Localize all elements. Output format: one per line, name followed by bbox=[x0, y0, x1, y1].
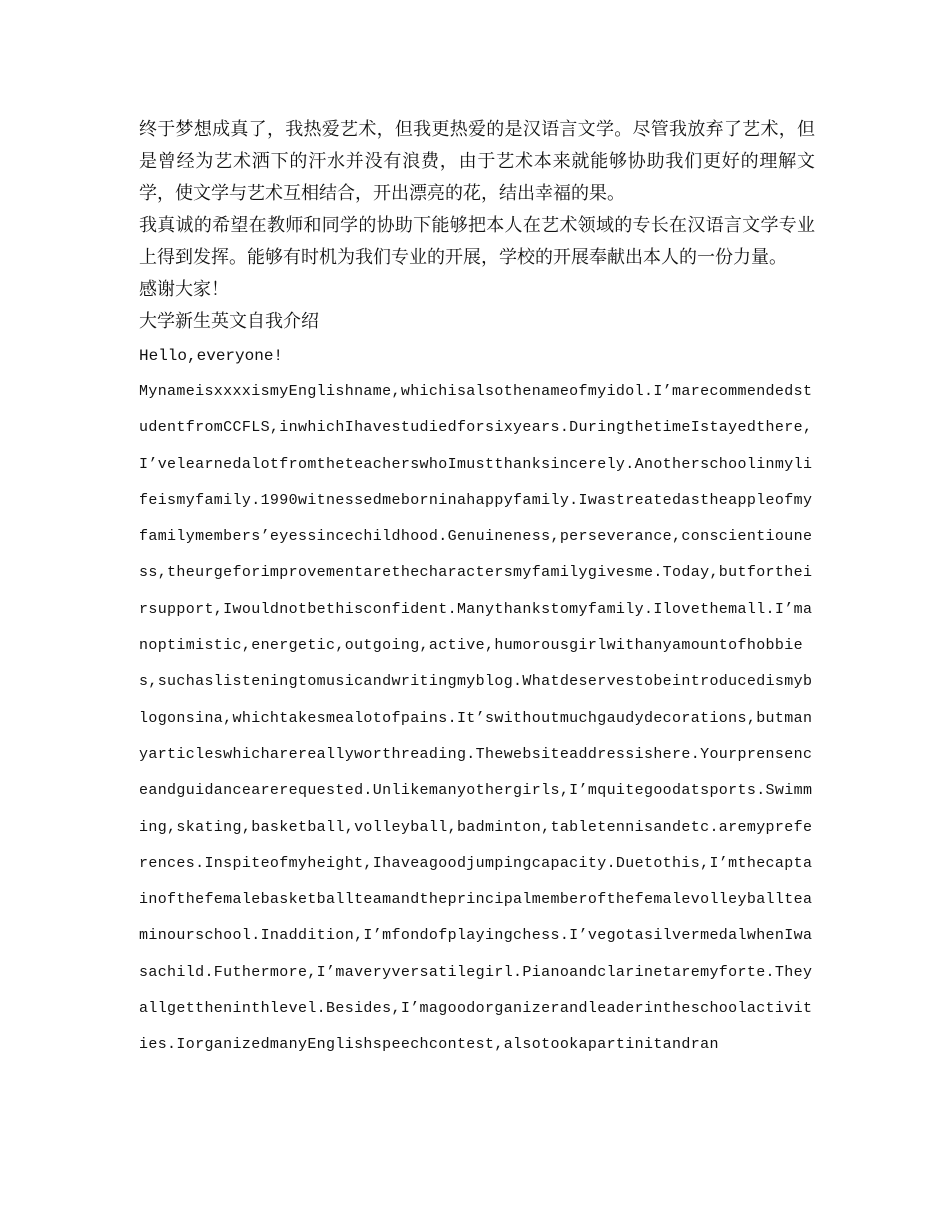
paragraph-dream: 终于梦想成真了，我热爱艺术，但我更热爱的是汉语言文学。尽管我放弃了艺术，但是曾经为艺术洒下的汗水并没有浪费，由于艺术本来就能够协助我们更好的理解文学，使文学与艺术互相结合，开出漂亮的花，结出幸福的果。 bbox=[139, 119, 815, 204]
paragraph-hope: 我真诚的希望在教师和同学的协助下能够把本人在艺术领域的专长在汉语言文学专业上得到发挥。能够有时机为我们专业的开展，学校的开展奉献出本人的一份力量。 bbox=[139, 215, 815, 268]
greeting: Hello,everyone! bbox=[139, 347, 284, 365]
english-introduction: MynameisxxxxismyEnglishname,whichisalsothenameofmyidol.I’marecommendedstudentfromCCFLS,inwhichIhavestudiedforsixyears.DuringthetimeIstayedthere,I’velearnedalotfromtheteacherswhoImustthanksincerely.Anotherschoolinmylifeismyfamily.1990witnessedmeborninahappyfamily.Iwastreatedastheappleofmyfamilymembers’eyessincechildhood.Genuineness,perseverance,conscientiouness,theurgeforimprovementarethecharactersmyfamilygivesme.Today,butfortheirsupport,Iwouldnotbethisconfident.Manythankstomyfamily.Ilovethemall.I’manoptimistic,energetic,outgoing,active,humorousgirlwithanyamountofhobbies,suchaslisteningtomusicandwritingmyblog.Whatdeservestobeintroducedismyblogonsina,whichtakesmealotofpains.It’swithoutmuchgaudydecorations,butmanyarticleswhicharereallyworthreading.Thewebsiteaddressishere.Yourprensenceandguidancearerequested.Unlikemanyothergirls,I’mquitegoodatsports.Swimming,skating,basketball,volleyball,badminton,tabletennisandetc.aremypreferences.Inspiteofmyheight,Ihaveagoodjumpingcapacity.Duetothis,I’mthecaptainofthefemalebasketballteamandtheprincipalmemberofthefemalevolleyballteaminourschool.Inaddition,I’mfondofplayingchess.I’vegotasilvermedalwhenIwasachild.Futhermore,I’maveryversatilegirl.Pianoandclarinetaremyforte.Theyallgettheninthlevel.Besides,I’magoodorganizerandleaderintheschoolactivities.IorganizedmanyEnglishspeechcontest,alsotookapartinitandran bbox=[139, 383, 813, 1054]
paragraph-thanks: 感谢大家！ bbox=[139, 279, 229, 300]
document-body bbox=[139, 114, 815, 1064]
section-title: 大学新生英文自我介绍 bbox=[139, 311, 319, 332]
